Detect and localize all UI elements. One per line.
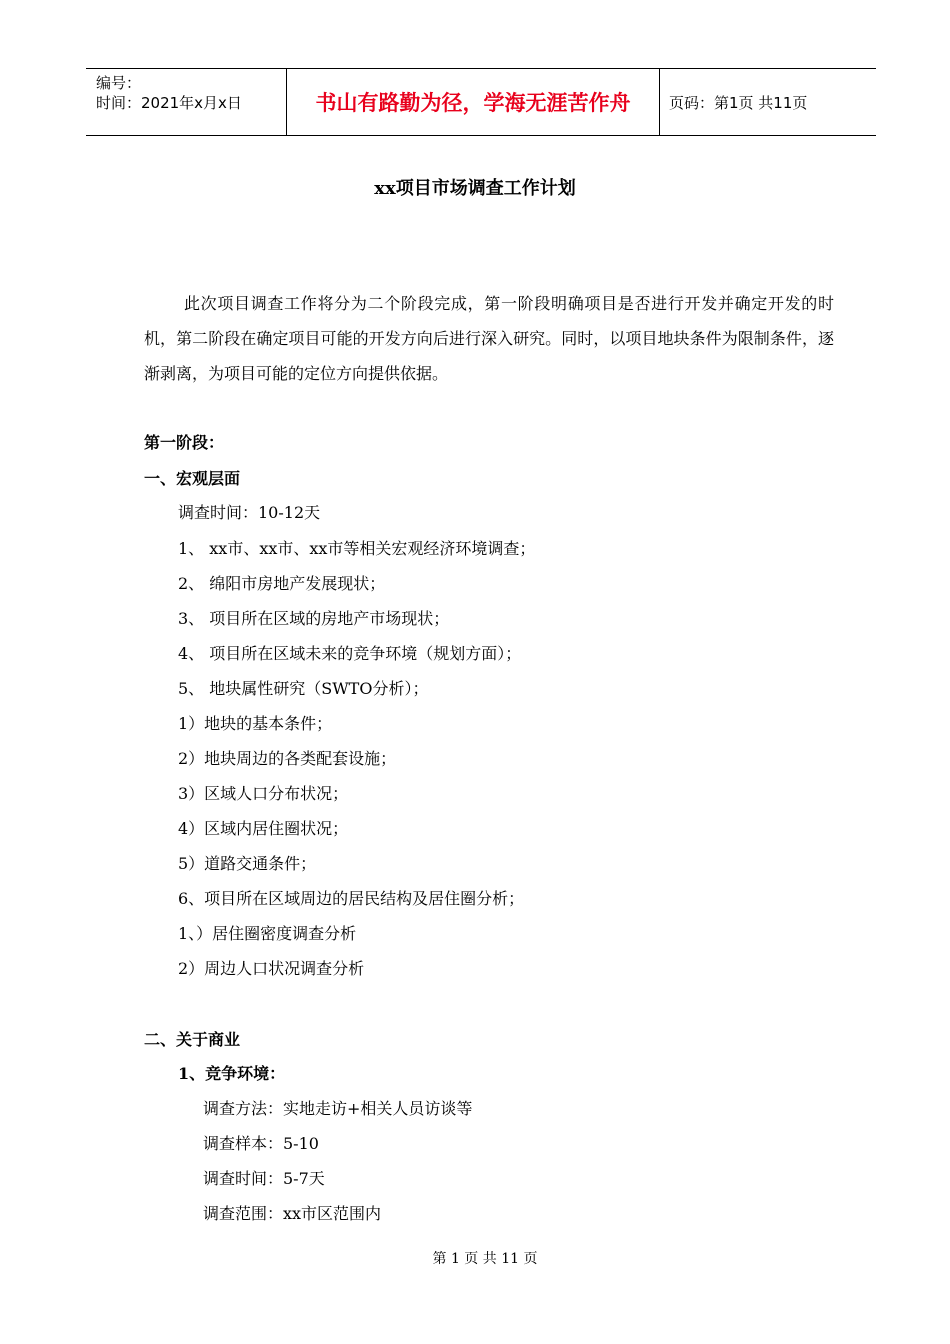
list-item: 1、）居住圈密度调查分析: [178, 924, 357, 943]
survey-method: 调查方法：实地走访+相关人员访谈等: [203, 1099, 473, 1118]
document-title: xx项目市场调查工作计划: [374, 178, 576, 199]
intro-paragraph: 此次项目调查工作将分为二个阶段完成，第一阶段明确项目是否进行开发并确定开发的时机，第二阶段在确定项目可能的开发方向后进行深入研究。同时，以项目地块条件为限制条件，逐渐剥离，为项目可能的定位方向提供依据。: [144, 294, 834, 383]
list-item: 2）地块周边的各类配套设施；: [178, 749, 397, 768]
section1-heading: 一、宏观层面: [144, 469, 241, 488]
list-item: 6、项目所在区域周边的居民结构及居住圈分析；: [178, 889, 525, 908]
survey-scope: 调查范围：xx市区范围内: [203, 1204, 382, 1223]
list-item: 3）区域人口分布状况；: [178, 784, 349, 803]
header-page-info: 页码：第1页 共11页: [669, 93, 808, 112]
header-page-cell: [660, 69, 876, 135]
section1-survey-time: 调查时间：10-12天: [178, 503, 321, 522]
header-table: [86, 68, 876, 136]
motto-text: 书山有路勤为径，学海无涯苦作舟: [315, 91, 631, 115]
section2-sub1-heading: 1、竞争环境：: [178, 1064, 286, 1083]
list-item: 4）区域内居住圈状况；: [178, 819, 349, 838]
list-item: 5、 地块属性研究（SWTO分析）；: [178, 679, 429, 698]
survey-time: 调查时间：5-7天: [203, 1169, 325, 1188]
phase1-heading: 第一阶段：: [144, 433, 225, 452]
header-meta-cell: [86, 69, 287, 135]
list-item: 3、 项目所在区域的房地产市场现状；: [178, 609, 450, 628]
document-number-label: 编号：: [96, 74, 142, 92]
page-footer: 第 1 页 共 11 页: [432, 1251, 538, 1267]
list-item: 1）地块的基本条件；: [178, 714, 333, 733]
list-item: 2）周边人口状况调查分析: [178, 959, 365, 978]
list-item: 4、 项目所在区域未来的竞争环境（规划方面）；: [178, 644, 522, 663]
survey-sample: 调查样本：5-10: [203, 1134, 319, 1153]
list-item: 2、 绵阳市房地产发展现状；: [178, 574, 386, 593]
header-motto-cell: [287, 69, 660, 135]
list-item: 1、 xx市、xx市、xx市等相关宏观经济环境调查；: [178, 539, 536, 558]
list-item: 5）道路交通条件；: [178, 854, 317, 873]
document-time-label: 时间：2021年x月x日: [96, 94, 242, 112]
section2-heading: 二、关于商业: [144, 1030, 241, 1049]
